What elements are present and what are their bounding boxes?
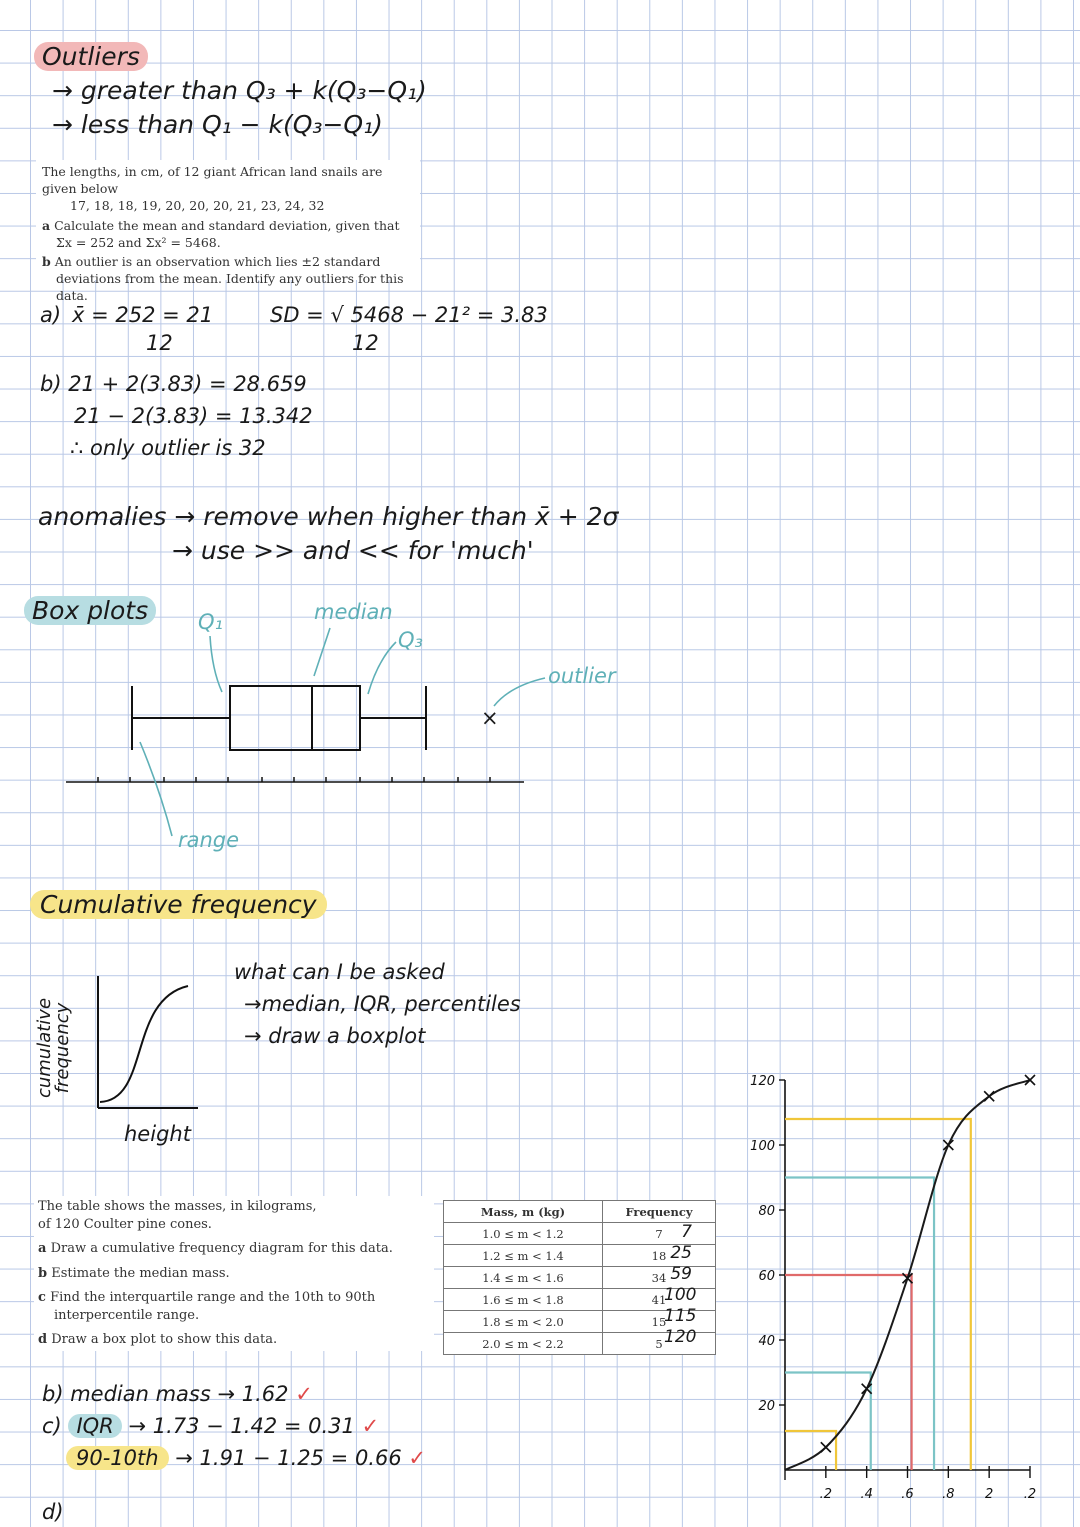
boxplots-heading: Box plots: [24, 596, 156, 625]
pine-b-text: Estimate the median mass.: [51, 1265, 230, 1281]
boxplot-outlier-mark: ×: [481, 706, 499, 730]
frequency-cell: 41: [603, 1289, 716, 1311]
outliers-rule-lower: → less than Q₁ − k(Q₃−Q₁): [52, 110, 383, 139]
chart-y-tick-label: 20: [758, 1399, 775, 1414]
outliers-heading: Outliers: [34, 42, 148, 71]
snail-a-sums: Σx = 252 and Σx² = 5468.: [56, 234, 221, 250]
frequency-cell: 18: [603, 1245, 716, 1267]
answer-c-text: → 1.73 − 1.42 = 0.31: [128, 1414, 355, 1438]
pine-d-label: d: [38, 1332, 48, 1348]
boxplot-range-label: range: [178, 828, 240, 852]
chart-reading-line: [785, 1373, 871, 1471]
cumulative-value: 120: [664, 1327, 697, 1347]
boxplot-range-pointer: [140, 742, 172, 836]
chart-y-tick-label: 40: [758, 1334, 775, 1349]
cumulative-value: 100: [664, 1285, 697, 1305]
anomalies-notation: → use >> and << for 'much': [172, 536, 534, 565]
answer-b-text: b) median mass → 1.62: [42, 1382, 289, 1406]
pine-question: [34, 1196, 434, 1351]
cumulative-frequency-column: [664, 1222, 697, 1348]
working-b-conclusion: ∴ only outlier is 32: [70, 436, 266, 460]
boxplot-q1-label: Q₁: [198, 610, 223, 634]
chart-y-tick-label: 80: [758, 1204, 775, 1219]
pine-c-label: c: [38, 1289, 46, 1305]
mass-cell: 1.8 ≤ m < 2.0: [444, 1311, 603, 1333]
snail-b-text2: deviations from the mean. Identify any outliers for this data.: [56, 271, 404, 304]
frequency-cell: 15: [603, 1311, 716, 1333]
snail-a-text: Calculate the mean and standard deviation, given that: [54, 217, 400, 233]
chart-x-tick-label: .4: [860, 1487, 873, 1502]
chart-point-marker: [984, 1091, 994, 1101]
mass-table-header-frequency: Frequency: [603, 1201, 716, 1223]
boxplot-box: [230, 686, 360, 750]
chart-x-tick-label: .8: [942, 1487, 955, 1502]
cumulative-ask-2: → draw a boxplot: [244, 1024, 426, 1048]
cumulative-value: 115: [664, 1306, 697, 1326]
snail-data: 17, 18, 18, 19, 20, 20, 20, 21, 23, 24, 32: [70, 197, 325, 213]
cumulative-ask-title: what can I be asked: [234, 960, 445, 984]
mass-cell: 1.4 ≤ m < 1.6: [444, 1267, 603, 1289]
boxplot-median-label: median: [314, 600, 393, 624]
chart-y-tick-label: 100: [750, 1139, 775, 1154]
mass-cell: 1.2 ≤ m < 1.4: [444, 1245, 603, 1267]
cumulative-value: 7: [681, 1222, 692, 1242]
answer-b: [42, 1382, 313, 1406]
chart-x-tick-label: 2: [985, 1487, 994, 1502]
answer-c: [42, 1414, 379, 1438]
frequency-cell: 5: [603, 1333, 716, 1355]
chart-x-tick-label: .6: [901, 1487, 914, 1502]
cumulative-ask-1: →median, IQR, percentiles: [244, 992, 521, 1016]
pine-a-text: Draw a cumulative frequency diagram for this data.: [50, 1241, 393, 1257]
answer-c-9010-label: 90-10th: [66, 1446, 169, 1470]
answer-c-iqr: IQR: [68, 1414, 121, 1438]
boxplot-outlier-pointer: [494, 678, 545, 706]
pine-c-text: Find the interquartile range and the 10th to 90th: [50, 1289, 376, 1305]
snail-a-label: a: [42, 217, 51, 233]
answer-d: d): [42, 1500, 64, 1524]
snail-intro: The lengths, in cm, of 12 giant African land snails are given below: [42, 164, 383, 196]
answer-c-label: c): [42, 1414, 62, 1438]
anomalies-rule: anomalies → remove when higher than x̄ + 2σ: [38, 502, 619, 531]
working-b-upper: b) 21 + 2(3.83) = 28.659: [40, 372, 307, 396]
boxplot-q3-pointer: [368, 642, 396, 694]
answer-b-tick: ✓: [295, 1382, 313, 1406]
answer-c-9010-text: → 1.91 − 1.25 = 0.66: [175, 1446, 402, 1470]
answer-c-tick: ✓: [361, 1414, 380, 1438]
chart-point-marker: [1025, 1075, 1035, 1085]
chart-y-tick-label: 60: [758, 1269, 775, 1284]
working-b-lower: 21 − 2(3.83) = 13.342: [74, 404, 313, 428]
chart-point-marker: [821, 1442, 831, 1452]
cumulative-value: 25: [670, 1243, 692, 1263]
cumulative-value: 59: [670, 1264, 692, 1284]
boxplot-outlier-label: outlier: [548, 664, 616, 688]
snail-b-label: b: [42, 254, 51, 270]
working-a-mean-denominator: 12: [146, 331, 173, 355]
mass-cell: 2.0 ≤ m < 2.2: [444, 1333, 603, 1355]
cumulative-frequency-chart: [730, 1060, 1050, 1520]
working-a-prefix: a): [40, 303, 62, 327]
cumulative-heading: Cumulative frequency: [30, 890, 327, 919]
pine-a-label: a: [38, 1241, 47, 1257]
chart-reading-line: [785, 1119, 971, 1470]
sketch-x-axis-label: height: [124, 1122, 191, 1146]
pine-intro-2: of 120 Coulter pine cones.: [38, 1217, 212, 1233]
working-a-sd: SD = √ 5468 − 21² = 3.83: [270, 303, 548, 327]
working-a-sd-denominator: 12: [352, 331, 379, 355]
frequency-cell: 34: [603, 1267, 716, 1289]
snail-b-text: An outlier is an observation which lies ±2 standard: [54, 254, 381, 270]
outliers-rule-upper: → greater than Q₃ + k(Q₃−Q₁): [52, 76, 427, 105]
sketch-y-axis-label: cumulative frequency: [34, 997, 73, 1099]
mass-cell: 1.6 ≤ m < 1.8: [444, 1289, 603, 1311]
boxplot-median-pointer: [314, 628, 330, 676]
chart-x-tick-label: .2: [1023, 1487, 1037, 1502]
sketch-s-curve: [100, 986, 188, 1102]
pine-d-text: Draw a box plot to show this data.: [51, 1332, 278, 1348]
working-a-mean: x̄ = 252 = 21: [72, 303, 214, 327]
chart-x-tick-label: .2: [819, 1487, 833, 1502]
chart-y-tick-label: 120: [750, 1074, 775, 1089]
chart-point-marker: [943, 1140, 953, 1150]
pine-c-text2: interpercentile range.: [54, 1307, 200, 1323]
mass-table-header-mass: Mass, m (kg): [444, 1201, 603, 1223]
boxplot-q1-pointer: [210, 636, 222, 692]
pine-intro-1: The table shows the masses, in kilograms,: [38, 1199, 317, 1214]
answer-c-9010-tick: ✓: [408, 1446, 426, 1470]
pine-b-label: b: [38, 1265, 48, 1281]
boxplot-q3-label: Q₃: [398, 628, 423, 652]
mass-cell: 1.0 ≤ m < 1.2: [444, 1223, 603, 1245]
frequency-cell: 7: [603, 1223, 716, 1245]
answer-c-9010: [66, 1446, 426, 1470]
